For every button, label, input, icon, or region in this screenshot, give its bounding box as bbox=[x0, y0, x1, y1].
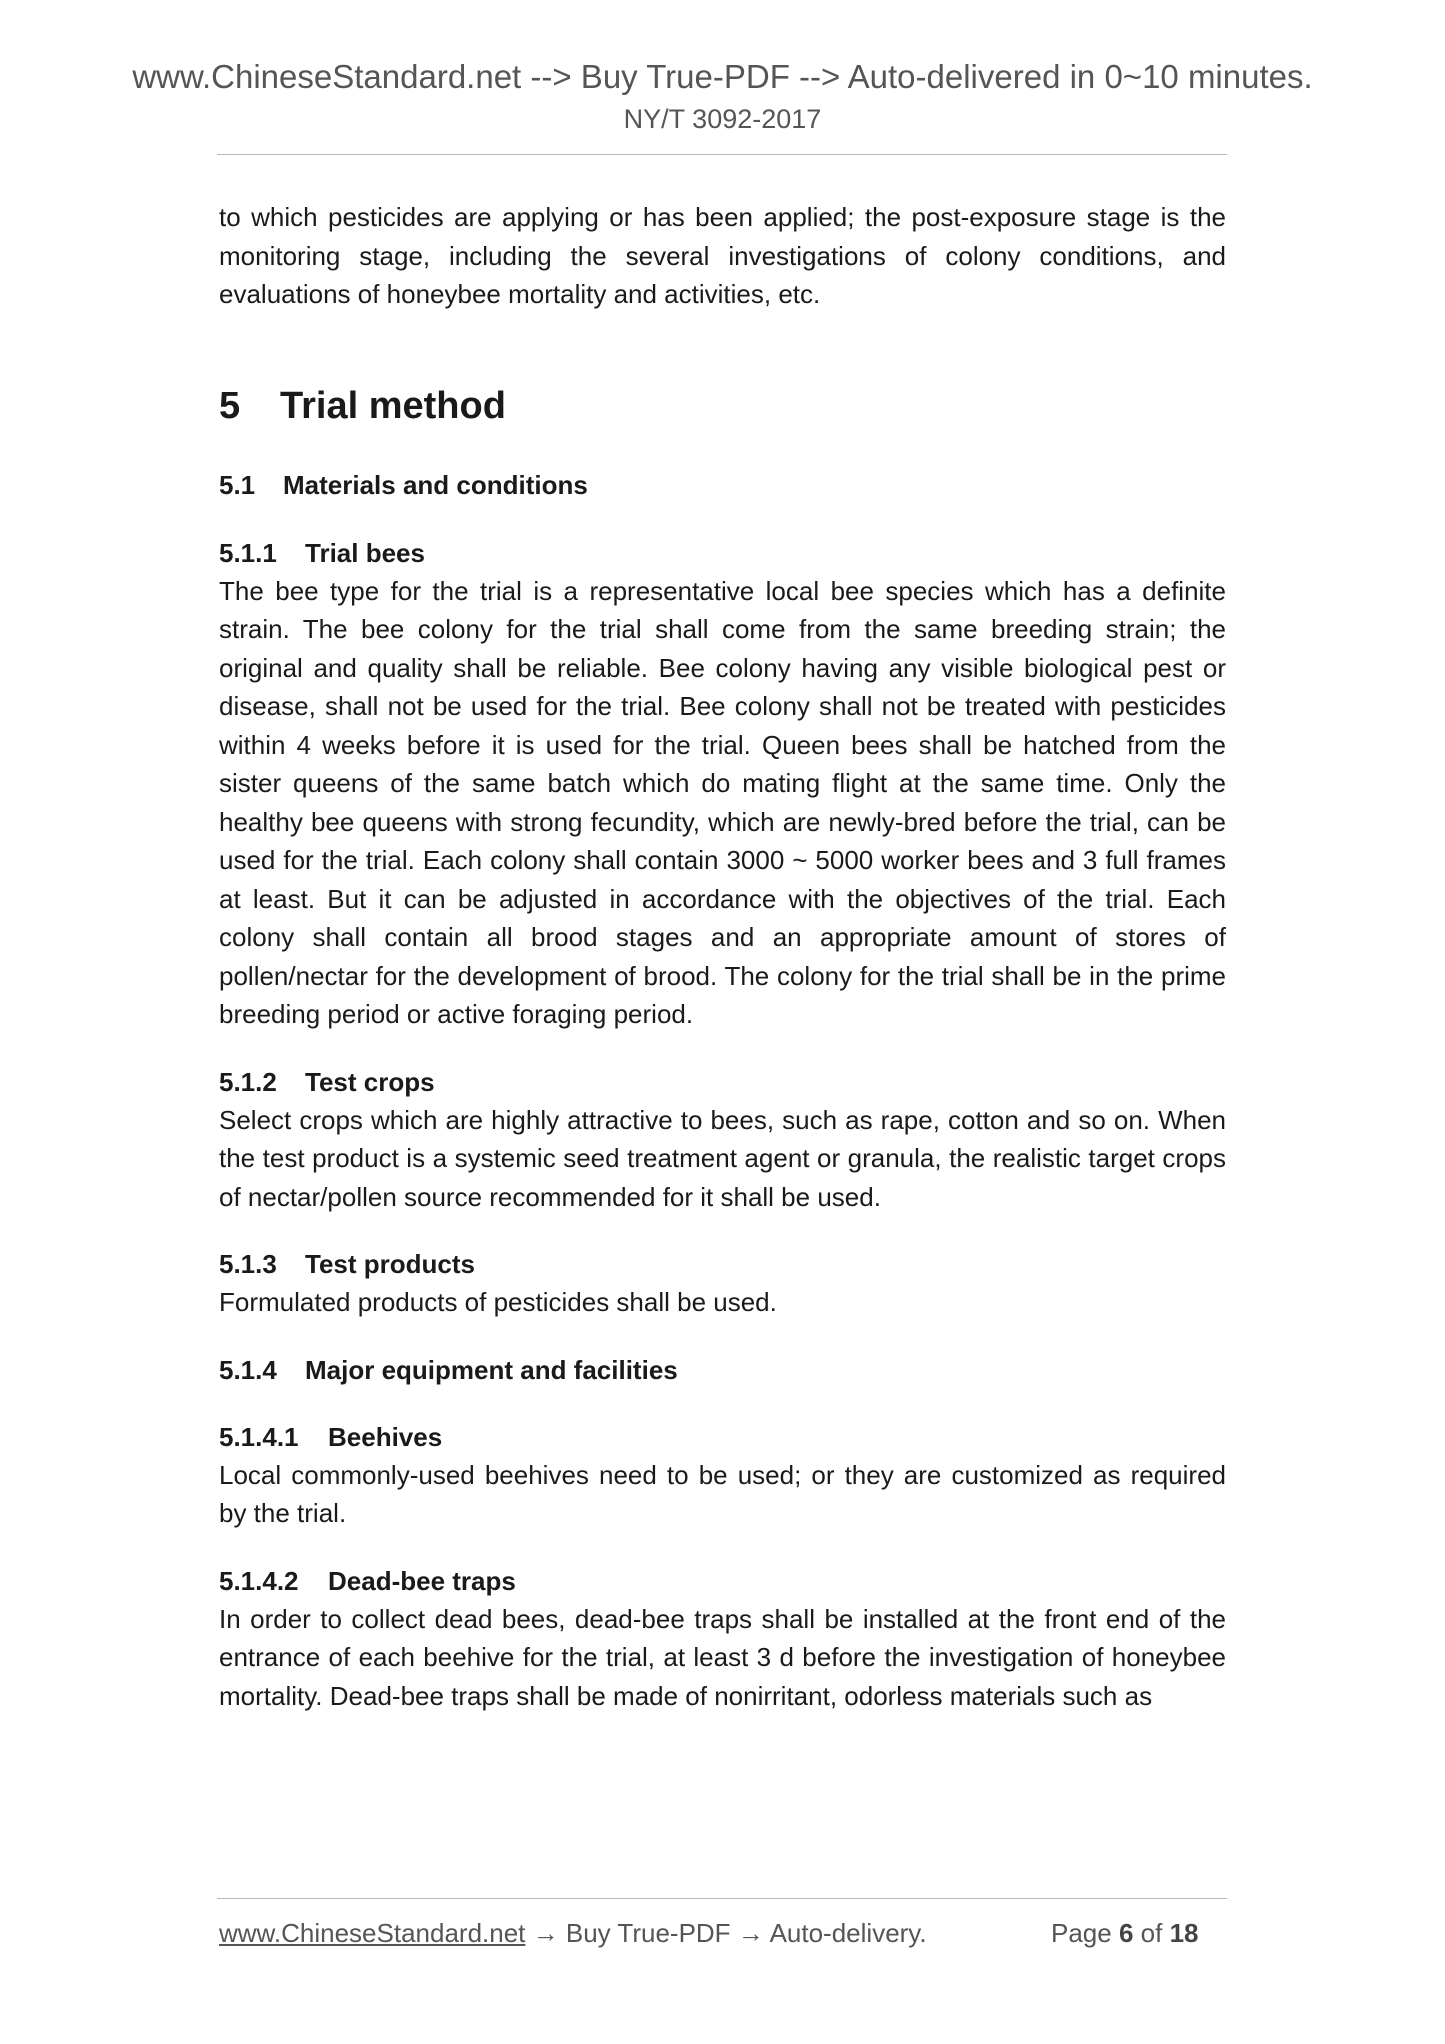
heading-title: Dead-bee traps bbox=[328, 1565, 516, 1596]
page-word: Page bbox=[1051, 1918, 1112, 1948]
paragraph-trial-bees: The bee type for the trial is a representative local bee species which has a definite strain. The bee colony for the trial shall come from the same breeding strain; the original and quality shall be reliable. Bee colony having any visible biological pest or disease, shall not be used for the trial. Bee colony shall not be treated with pesticides within 4 weeks before it is used for the trial. Queen bees shall be hatched from the sister queens of the same batch which do mating flight at the same time. Only the healthy bee queens with strong fecundity, which are newly-bred before the trial, can be used for the trial. Each colony shall contain 3000 ~ 5000 worker bees and 3 full frames at least. But it can be adjusted in accordance with the objectives of the trial. Each colony shall contain all brood stages and an appropriate amount of stores of pollen/nectar for the development of brood. The colony for the trial shall be in the prime breeding period or active foraging period. bbox=[219, 575, 1226, 1029]
footer-divider bbox=[217, 1898, 1227, 1899]
heading-5-1 bbox=[219, 466, 1226, 504]
paragraph-dead-bee-traps: In order to collect dead bees, dead-bee traps shall be installed at the front end of the entrance of each beehive for the trial, at least 3 d before the investigation of honeybee mortality. Dead-bee traps shall be made of nonirritant, odorless materials such as bbox=[219, 1603, 1226, 1711]
paragraph-test-products: Formulated products of pesticides shall be used. bbox=[219, 1287, 777, 1317]
heading-5-1-3 bbox=[219, 1245, 1226, 1283]
header-divider bbox=[217, 154, 1227, 155]
page-current: 6 bbox=[1118, 1918, 1134, 1948]
heading-number: 5.1.4 bbox=[219, 1354, 277, 1385]
heading-number: 5.1.4.1 bbox=[219, 1421, 299, 1452]
heading-5-1-4-1 bbox=[219, 1418, 1226, 1456]
footer-links bbox=[219, 1918, 927, 1949]
header-banner: www.ChineseStandard.net --> Buy True-PDF --> Auto-delivered in 0~10 minutes. bbox=[132, 58, 1313, 95]
standard-code: NY/T 3092-2017 bbox=[623, 104, 822, 134]
heading-title: Beehives bbox=[328, 1421, 443, 1452]
of-word: of bbox=[1140, 1918, 1163, 1948]
paragraph-test-crops: Select crops which are highly attractive to bees, such as rape, cotton and so on. When the test product is a systemic seed treatment agent or granula, the realistic target crops of nectar/pollen source recommended for it shall be used. bbox=[219, 1104, 1226, 1212]
footer-tail: → Buy True-PDF → Auto-delivery. bbox=[525, 1918, 927, 1948]
intro-paragraph: to which pesticides are applying or has been applied; the post-exposure stage is the monitoring stage, including the several investigations of colony conditions, and evaluations of honeybee mortality and activities, etc. bbox=[219, 202, 1226, 309]
site-link[interactable]: www.ChineseStandard.net bbox=[219, 1918, 526, 1948]
heading-number: 5.1.3 bbox=[219, 1249, 277, 1279]
page-total: 18 bbox=[1169, 1918, 1199, 1948]
heading-title: Test products bbox=[305, 1249, 475, 1279]
heading-number: 5.1 bbox=[219, 469, 256, 500]
heading-5-1-4 bbox=[219, 1351, 1226, 1389]
heading-title: Test crops bbox=[305, 1066, 435, 1097]
document-body bbox=[219, 198, 1226, 1715]
heading-5-1-4-2 bbox=[219, 1562, 1226, 1600]
heading-title: Trial bees bbox=[305, 537, 425, 568]
paragraph-beehives: Local commonly-used beehives need to be used; or they are customized as required by the trial. bbox=[219, 1459, 1226, 1528]
heading-number: 5.1.1 bbox=[219, 537, 277, 568]
heading-title: Materials and conditions bbox=[283, 469, 588, 500]
section-title: Trial method bbox=[280, 384, 506, 427]
heading-5-1-1 bbox=[219, 534, 1226, 572]
section-number: 5 bbox=[219, 384, 241, 427]
heading-number: 5.1.2 bbox=[219, 1066, 277, 1097]
heading-number: 5.1.4.2 bbox=[219, 1565, 299, 1596]
section-heading-5 bbox=[219, 382, 1226, 430]
heading-5-1-2 bbox=[219, 1063, 1226, 1101]
heading-title: Major equipment and facilities bbox=[305, 1354, 678, 1385]
page-indicator bbox=[1051, 1918, 1199, 1949]
